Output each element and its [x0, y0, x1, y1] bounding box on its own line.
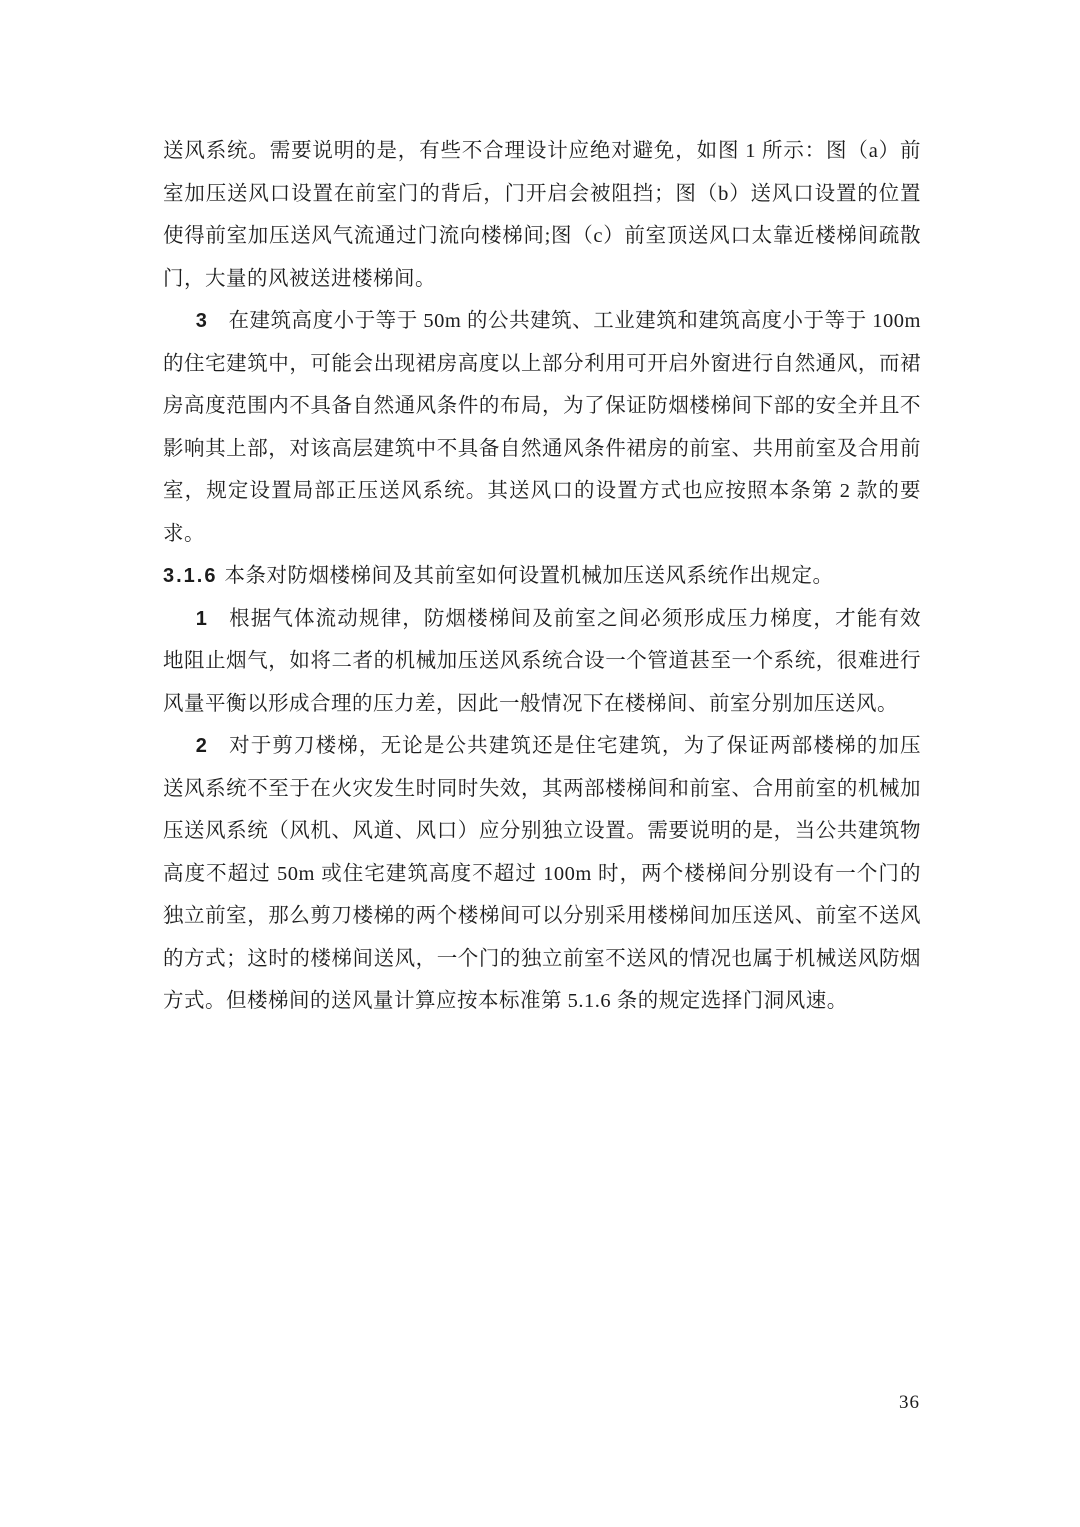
- paragraph-item-1: [163, 598, 921, 726]
- item-number: 2: [195, 735, 208, 757]
- paragraph-text: 对于剪刀楼梯，无论是公共建筑还是住宅建筑，为了保证两部楼梯的加压送风系统不至于在火灾发生时同时失效，其两部楼梯间和前室、合用前室的机械加压送风系统（风机、风道、风口）应分别独立设置。需要说明的是，当公共建筑物高度不超过 50m 或住宅建筑高度不超过 100m 时，两个楼梯间分别设有一个门的独立前室，那么剪刀楼梯的两个楼梯间可以分别采用楼梯间加压送风、前室不送风的方式；这时的楼梯间送风，一个门的独立前室不送风的情况也属于机械送风防烟方式。但楼梯间的送风量计算应按本标准第 5.1.6 条的规定选择门洞风速。: [163, 735, 921, 1012]
- item-number: 3: [195, 310, 208, 332]
- page-number: 36: [899, 1392, 920, 1413]
- paragraph-text: 在建筑高度小于等于 50m 的公共建筑、工业建筑和建筑高度小于等于 100m 的住宅建筑中，可能会出现裙房高度以上部分利用可开启外窗进行自然通风，而裙房高度范围内不具备自然通风条件的布局，为了保证防烟楼梯间下部的安全并且不影响其上部，对该高层建筑中不具备自然通风条件裙房的前室、共用前室及合用前室，规定设置局部正压送风系统。其送风口的设置方式也应按照本条第 2 款的要求。: [163, 310, 921, 545]
- paragraph-item-3: [163, 300, 921, 555]
- paragraph-continuation: [163, 130, 921, 300]
- paragraph-text: 送风系统。需要说明的是，有些不合理设计应绝对避免，如图 1 所示：图（a）前室加压送风口设置在前室门的背后，门开启会被阻挡；图（b）送风口设置的位置使得前室加压送风气流通过门流向楼梯间;图（c）前室顶送风口太靠近楼梯间疏散门，大量的风被送进楼梯间。: [163, 140, 921, 290]
- body-text-block: [163, 130, 921, 1023]
- paragraph-text: 根据气体流动规律，防烟楼梯间及前室之间必须形成压力梯度，才能有效地阻止烟气，如将二者的机械加压送风系统合设一个管道甚至一个系统，很难进行风量平衡以形成合理的压力差，因此一般情况下在楼梯间、前室分别加压送风。: [163, 607, 921, 715]
- paragraph-item-2: [163, 725, 921, 1023]
- clause-number: 3.1.6: [163, 565, 218, 587]
- clause-heading-3-1-6: [163, 555, 921, 598]
- clause-text: 本条对防烟楼梯间及其前室如何设置机械加压送风系统作出规定。: [224, 565, 834, 587]
- item-number: 1: [195, 607, 208, 630]
